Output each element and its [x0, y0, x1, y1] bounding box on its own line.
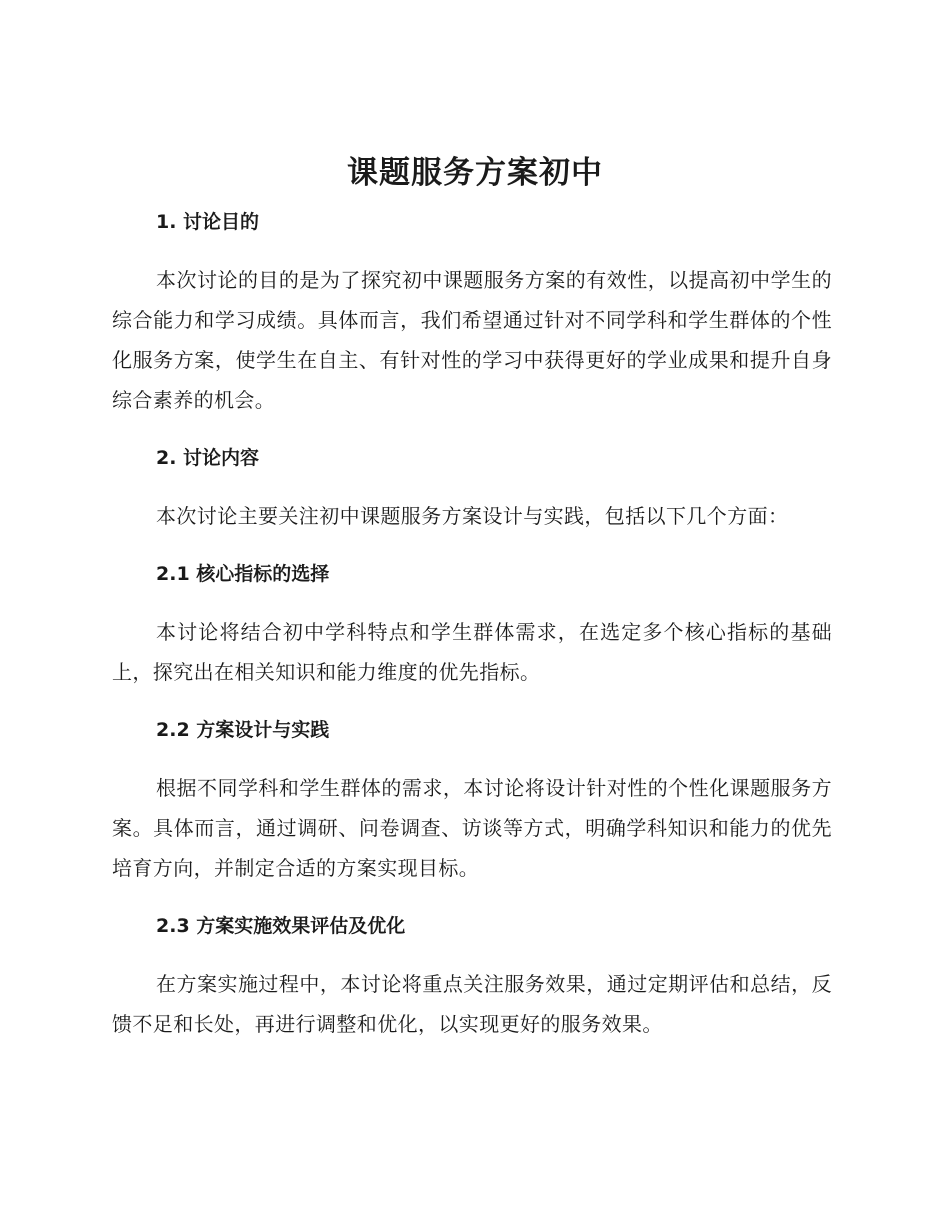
section-design-practice [112, 710, 832, 888]
section-heading: 2.3 方案实施效果评估及优化 [156, 915, 406, 937]
document-body [112, 202, 832, 1044]
section-core-indicators [112, 554, 832, 692]
section-paragraph: 根据不同学科和学生群体的需求，本讨论将设计针对性的个性化课题服务方案。具体而言，通过调研、问卷调查、访谈等方式，明确学科知识和能力的优先培育方向，并制定合适的方案实现目标。 [112, 776, 832, 880]
section-heading: 2.1 核心指标的选择 [156, 563, 330, 585]
section-evaluation [112, 906, 832, 1044]
section-paragraph: 本次讨论的目的是为了探究初中课题服务方案的有效性，以提高初中学生的综合能力和学习成绩。具体而言，我们希望通过针对不同学科和学生群体的个性化服务方案，使学生在自主、有针对性的学习中获得更好的学业成果和提升自身综合素养的机会。 [112, 268, 832, 412]
section-paragraph: 在方案实施过程中，本讨论将重点关注服务效果，通过定期评估和总结，反馈不足和长处，再进行调整和优化，以实现更好的服务效果。 [112, 972, 832, 1036]
section-paragraph: 本讨论将结合初中学科特点和学生群体需求，在选定多个核心指标的基础上，探究出在相关知识和能力维度的优先指标。 [112, 620, 832, 684]
section-heading: 1. 讨论目的 [156, 211, 260, 233]
section-heading: 2.2 方案设计与实践 [156, 719, 330, 741]
section-paragraph: 本次讨论主要关注初中课题服务方案设计与实践，包括以下几个方面： [156, 504, 789, 528]
section-purpose [112, 202, 832, 420]
document-title: 课题服务方案初中 [347, 155, 603, 191]
section-content [112, 438, 832, 536]
section-heading: 2. 讨论内容 [156, 447, 260, 469]
